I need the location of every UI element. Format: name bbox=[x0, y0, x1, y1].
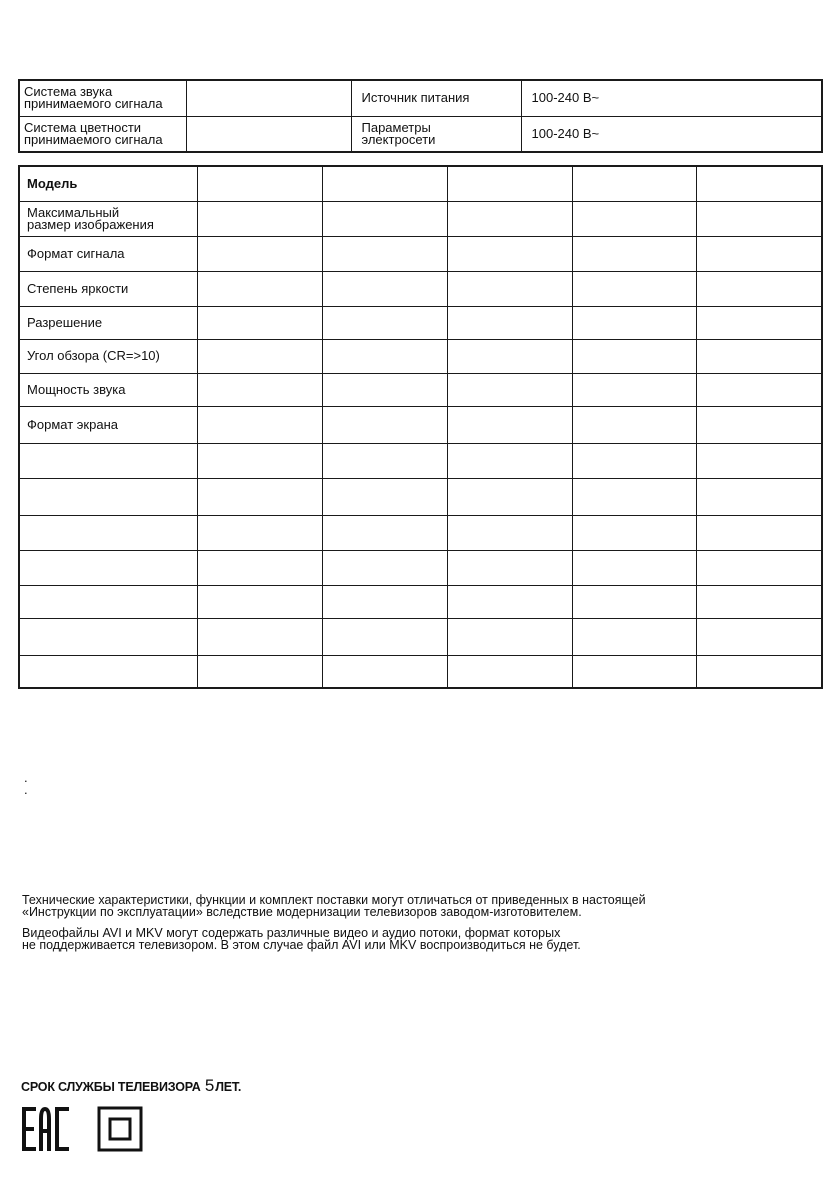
color-system-label: Система цветности принимаемого сигнала bbox=[19, 116, 186, 152]
spec-cell bbox=[572, 618, 696, 655]
spec-cell bbox=[696, 306, 822, 339]
spec-label: Степень яркости bbox=[19, 271, 197, 306]
bullet: . bbox=[24, 770, 28, 785]
spec-cell bbox=[322, 585, 447, 618]
spec-label bbox=[19, 515, 197, 550]
spec-cell bbox=[572, 339, 696, 373]
spec-cell bbox=[572, 443, 696, 478]
spec-cell bbox=[322, 618, 447, 655]
spec-cell bbox=[322, 201, 447, 236]
spec-cell bbox=[572, 515, 696, 550]
spec-cell bbox=[322, 443, 447, 478]
spec-label: Разрешение bbox=[19, 306, 197, 339]
logos-svg bbox=[22, 1105, 152, 1155]
spec-cell bbox=[322, 306, 447, 339]
spec-cell bbox=[572, 201, 696, 236]
spec-cell bbox=[696, 655, 822, 688]
spec-cell bbox=[447, 306, 572, 339]
table-row bbox=[19, 443, 822, 478]
service-life-suffix: ЛЕТ. bbox=[215, 1080, 242, 1094]
spec-cell bbox=[197, 406, 322, 443]
spec-cell bbox=[447, 406, 572, 443]
spec-cell bbox=[197, 443, 322, 478]
color-system-value bbox=[186, 116, 351, 152]
spec-cell bbox=[572, 306, 696, 339]
power-source-value: 100-240 В~ bbox=[521, 80, 822, 116]
spec-label bbox=[19, 655, 197, 688]
spec-cell bbox=[197, 655, 322, 688]
mains-parameters-value: 100-240 В~ bbox=[521, 116, 822, 152]
note-line: Технические характеристики, функции и комплект поставки могут отличаться от приведенных в настоящей bbox=[22, 893, 646, 907]
spec-cell bbox=[447, 271, 572, 306]
spec-cell bbox=[447, 166, 572, 201]
spec-cell bbox=[447, 618, 572, 655]
spec-cell bbox=[696, 201, 822, 236]
service-life-prefix: СРОК СЛУЖБЫ ТЕЛЕВИЗОРА bbox=[21, 1080, 201, 1094]
spec-label: Формат экрана bbox=[19, 406, 197, 443]
spec-cell bbox=[572, 373, 696, 406]
spec-cell bbox=[447, 515, 572, 550]
spec-cell bbox=[197, 201, 322, 236]
spec-label: Максимальный размер изображения bbox=[19, 201, 197, 236]
spec-cell bbox=[572, 166, 696, 201]
table-row bbox=[19, 236, 822, 271]
note-line: не поддерживается телевизором. В этом случае файл AVI или MKV воспроизводиться не будет. bbox=[22, 938, 581, 952]
spec-cell bbox=[197, 306, 322, 339]
spec-label bbox=[19, 478, 197, 515]
table-row bbox=[19, 585, 822, 618]
table-row bbox=[19, 618, 822, 655]
spec-label: Мощность звука bbox=[19, 373, 197, 406]
spec-cell bbox=[696, 406, 822, 443]
table-row bbox=[19, 306, 822, 339]
spec-cell bbox=[447, 478, 572, 515]
certification-logos bbox=[22, 1105, 152, 1160]
spec-cell bbox=[322, 339, 447, 373]
spec-cell bbox=[696, 618, 822, 655]
table-row bbox=[19, 406, 822, 443]
eac-icon bbox=[22, 1107, 69, 1151]
spec-cell bbox=[447, 373, 572, 406]
power-table bbox=[18, 79, 823, 153]
spec-cell bbox=[197, 550, 322, 585]
spec-label: Угол обзора (CR=>10) bbox=[19, 339, 197, 373]
sound-system-value bbox=[186, 80, 351, 116]
spec-cell bbox=[572, 655, 696, 688]
spec-cell bbox=[696, 236, 822, 271]
spec-cell bbox=[197, 585, 322, 618]
spec-cell bbox=[197, 271, 322, 306]
spec-cell bbox=[197, 478, 322, 515]
spec-cell bbox=[322, 373, 447, 406]
table-row bbox=[19, 201, 822, 236]
table-row bbox=[19, 655, 822, 688]
spec-cell bbox=[696, 271, 822, 306]
spec-cell bbox=[322, 406, 447, 443]
spec-label: Модель bbox=[19, 166, 197, 201]
spec-cell bbox=[696, 515, 822, 550]
table-row bbox=[19, 478, 822, 515]
spec-cell bbox=[197, 236, 322, 271]
spec-cell bbox=[696, 339, 822, 373]
spec-cell bbox=[696, 373, 822, 406]
table-row bbox=[19, 339, 822, 373]
spec-cell bbox=[696, 443, 822, 478]
spec-cell bbox=[322, 236, 447, 271]
table-row bbox=[19, 373, 822, 406]
note-line: «Инструкции по эксплуатации» вследствие модернизации телевизоров заводом-изготовителем. bbox=[22, 905, 582, 919]
spec-cell bbox=[572, 585, 696, 618]
spec-cell bbox=[197, 515, 322, 550]
spec-cell bbox=[197, 166, 322, 201]
spec-cell bbox=[322, 478, 447, 515]
service-life-years: 5 bbox=[204, 1076, 215, 1095]
spec-cell bbox=[447, 236, 572, 271]
table-row bbox=[19, 550, 822, 585]
spec-cell bbox=[572, 478, 696, 515]
service-life bbox=[21, 1076, 241, 1096]
sound-system-label: Система звука принимаемого сигнала bbox=[19, 80, 186, 116]
spec-cell bbox=[572, 406, 696, 443]
spec-cell bbox=[572, 236, 696, 271]
spec-cell bbox=[322, 550, 447, 585]
spec-cell bbox=[447, 339, 572, 373]
spec-cell bbox=[322, 515, 447, 550]
table-row bbox=[19, 116, 822, 152]
spec-cell bbox=[197, 373, 322, 406]
spec-cell bbox=[572, 550, 696, 585]
bullet-list bbox=[24, 772, 28, 796]
power-source-label: Источник питания bbox=[351, 80, 521, 116]
spec-label: Формат сигнала bbox=[19, 236, 197, 271]
spec-cell bbox=[197, 618, 322, 655]
spec-label bbox=[19, 585, 197, 618]
double-square-icon bbox=[99, 1108, 141, 1150]
spec-cell bbox=[447, 585, 572, 618]
spec-cell bbox=[322, 166, 447, 201]
spec-label bbox=[19, 550, 197, 585]
spec-cell bbox=[696, 585, 822, 618]
spec-cell bbox=[696, 550, 822, 585]
notes bbox=[22, 894, 812, 951]
spec-cell bbox=[572, 271, 696, 306]
spec-cell bbox=[696, 478, 822, 515]
spec-cell bbox=[322, 655, 447, 688]
bullet: . bbox=[24, 782, 28, 797]
spec-cell bbox=[447, 655, 572, 688]
spec-cell bbox=[696, 166, 822, 201]
table-row bbox=[19, 166, 822, 201]
spec-cell bbox=[447, 550, 572, 585]
spec-cell bbox=[447, 443, 572, 478]
table-row bbox=[19, 271, 822, 306]
spec-cell bbox=[322, 271, 447, 306]
spec-cell bbox=[447, 201, 572, 236]
spec-cell bbox=[197, 339, 322, 373]
spec-label bbox=[19, 443, 197, 478]
spec-table bbox=[18, 165, 823, 689]
note-line: Видеофайлы AVI и MKV могут содержать различные видео и аудио потоки, формат которых bbox=[22, 926, 561, 940]
mains-parameters-label: Параметры электросети bbox=[351, 116, 521, 152]
table-row bbox=[19, 515, 822, 550]
spec-label bbox=[19, 618, 197, 655]
table-row bbox=[19, 80, 822, 116]
